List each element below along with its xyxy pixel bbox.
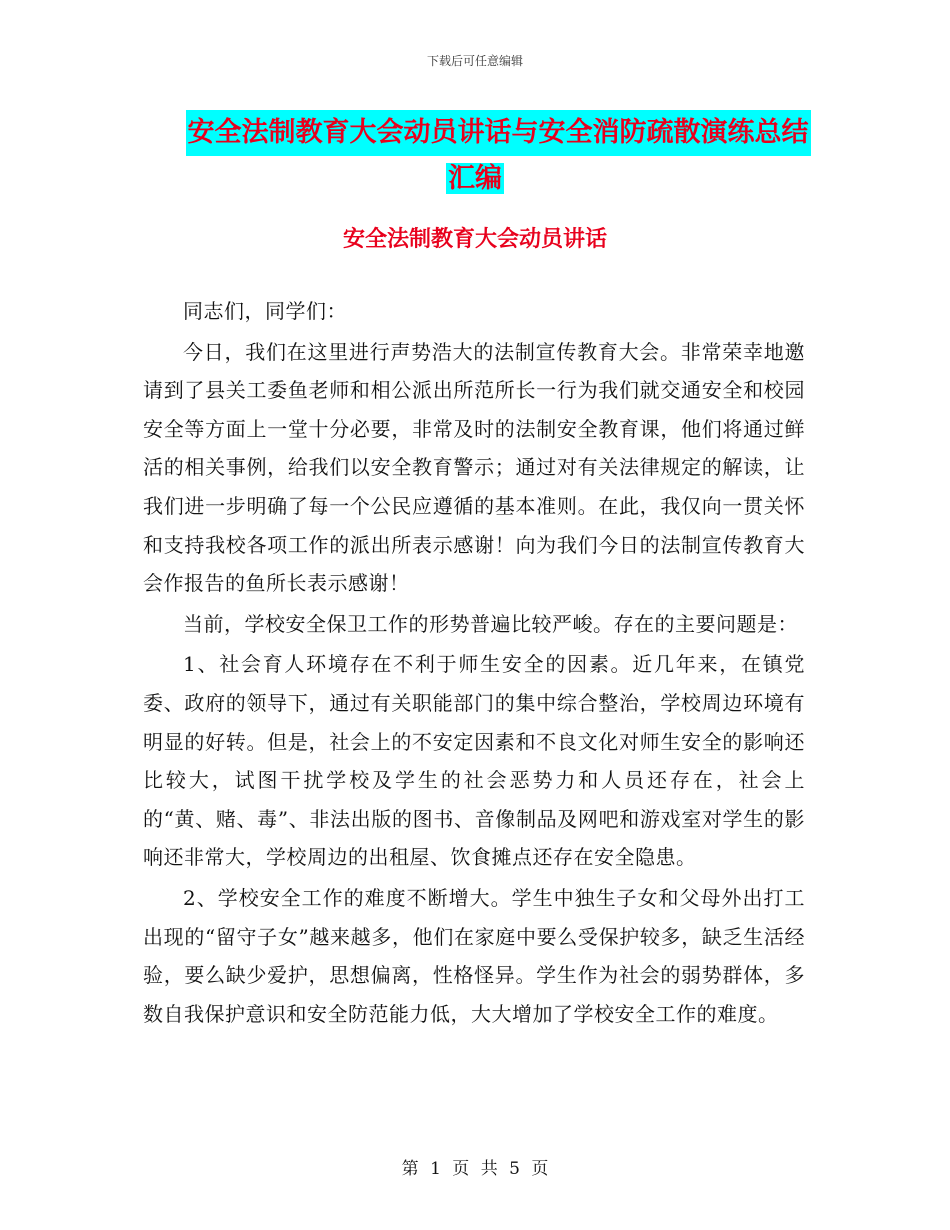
document-body — [143, 292, 805, 1035]
paragraph-list-item: 2、学校安全工作的难度不断增大。学生中独生子女和父母外出打工出现的“留守子女”越来越多，他们在家庭中要么受保护较多，缺乏生活经验，要么缺少爱护，思想偏离，性格怪异。学生作为社会的弱势群体，多数自我保护意识和安全防范能力低，大大增加了学校安全工作的难度。 — [143, 885, 805, 1026]
paragraph-list-item: 1、社会育人环境存在不利于师生安全的因素。近几年来，在镇党委、政府的领导下，通过有关职能部门的集中综合整治，学校周边环境有明显的好转。但是，社会上的不安定因素和不良文化对师生安全的影响还比较大，试图干扰学校及学生的社会恶势力和人员还存在，社会上的“黄、赌、毒”、非法出版的图书、音像制品及网吧和游戏室对学生的影响还非常大，学校周边的出租屋、饮食摊点还存在安全隐患。 — [143, 652, 805, 870]
document-title-line-2: 汇编 — [448, 163, 502, 194]
section-heading: 安全法制教育大会动员讲话 — [342, 227, 607, 252]
paragraph: 当前，学校安全保卫工作的形势普遍比较严峻。存在的主要问题是： — [183, 611, 798, 636]
paragraph: 今日，我们在这里进行声势浩大的法制宣传教育大会。非常荣幸地邀请到了县关工委鱼老师和相公派出所范所长一行为我们就交通安全和校园安全等方面上一堂十分必要，非常及时的法制安全教育课，他们将通过鲜活的相关事例，给我们以安全教育警示；通过对有关法律规定的解读，让我们进一步明确了每一个公民应遵循的基本准则。在此，我仅向一贯关怀和支持我校各项工作的派出所表示感谢！向为我们今日的法制宣传教育大会作报告的鱼所长表示感谢！ — [143, 339, 805, 596]
document-title — [0, 110, 950, 202]
document-title-line-1: 安全法制教育大会动员讲话与安全消防疏散演练总结 — [186, 110, 811, 156]
page-header-note: 下载后可任意编辑 — [426, 54, 523, 68]
page-number-footer: 第 1 页 共 5 页 — [401, 1159, 549, 1179]
paragraph-greeting: 同志们，同学们： — [183, 299, 347, 323]
